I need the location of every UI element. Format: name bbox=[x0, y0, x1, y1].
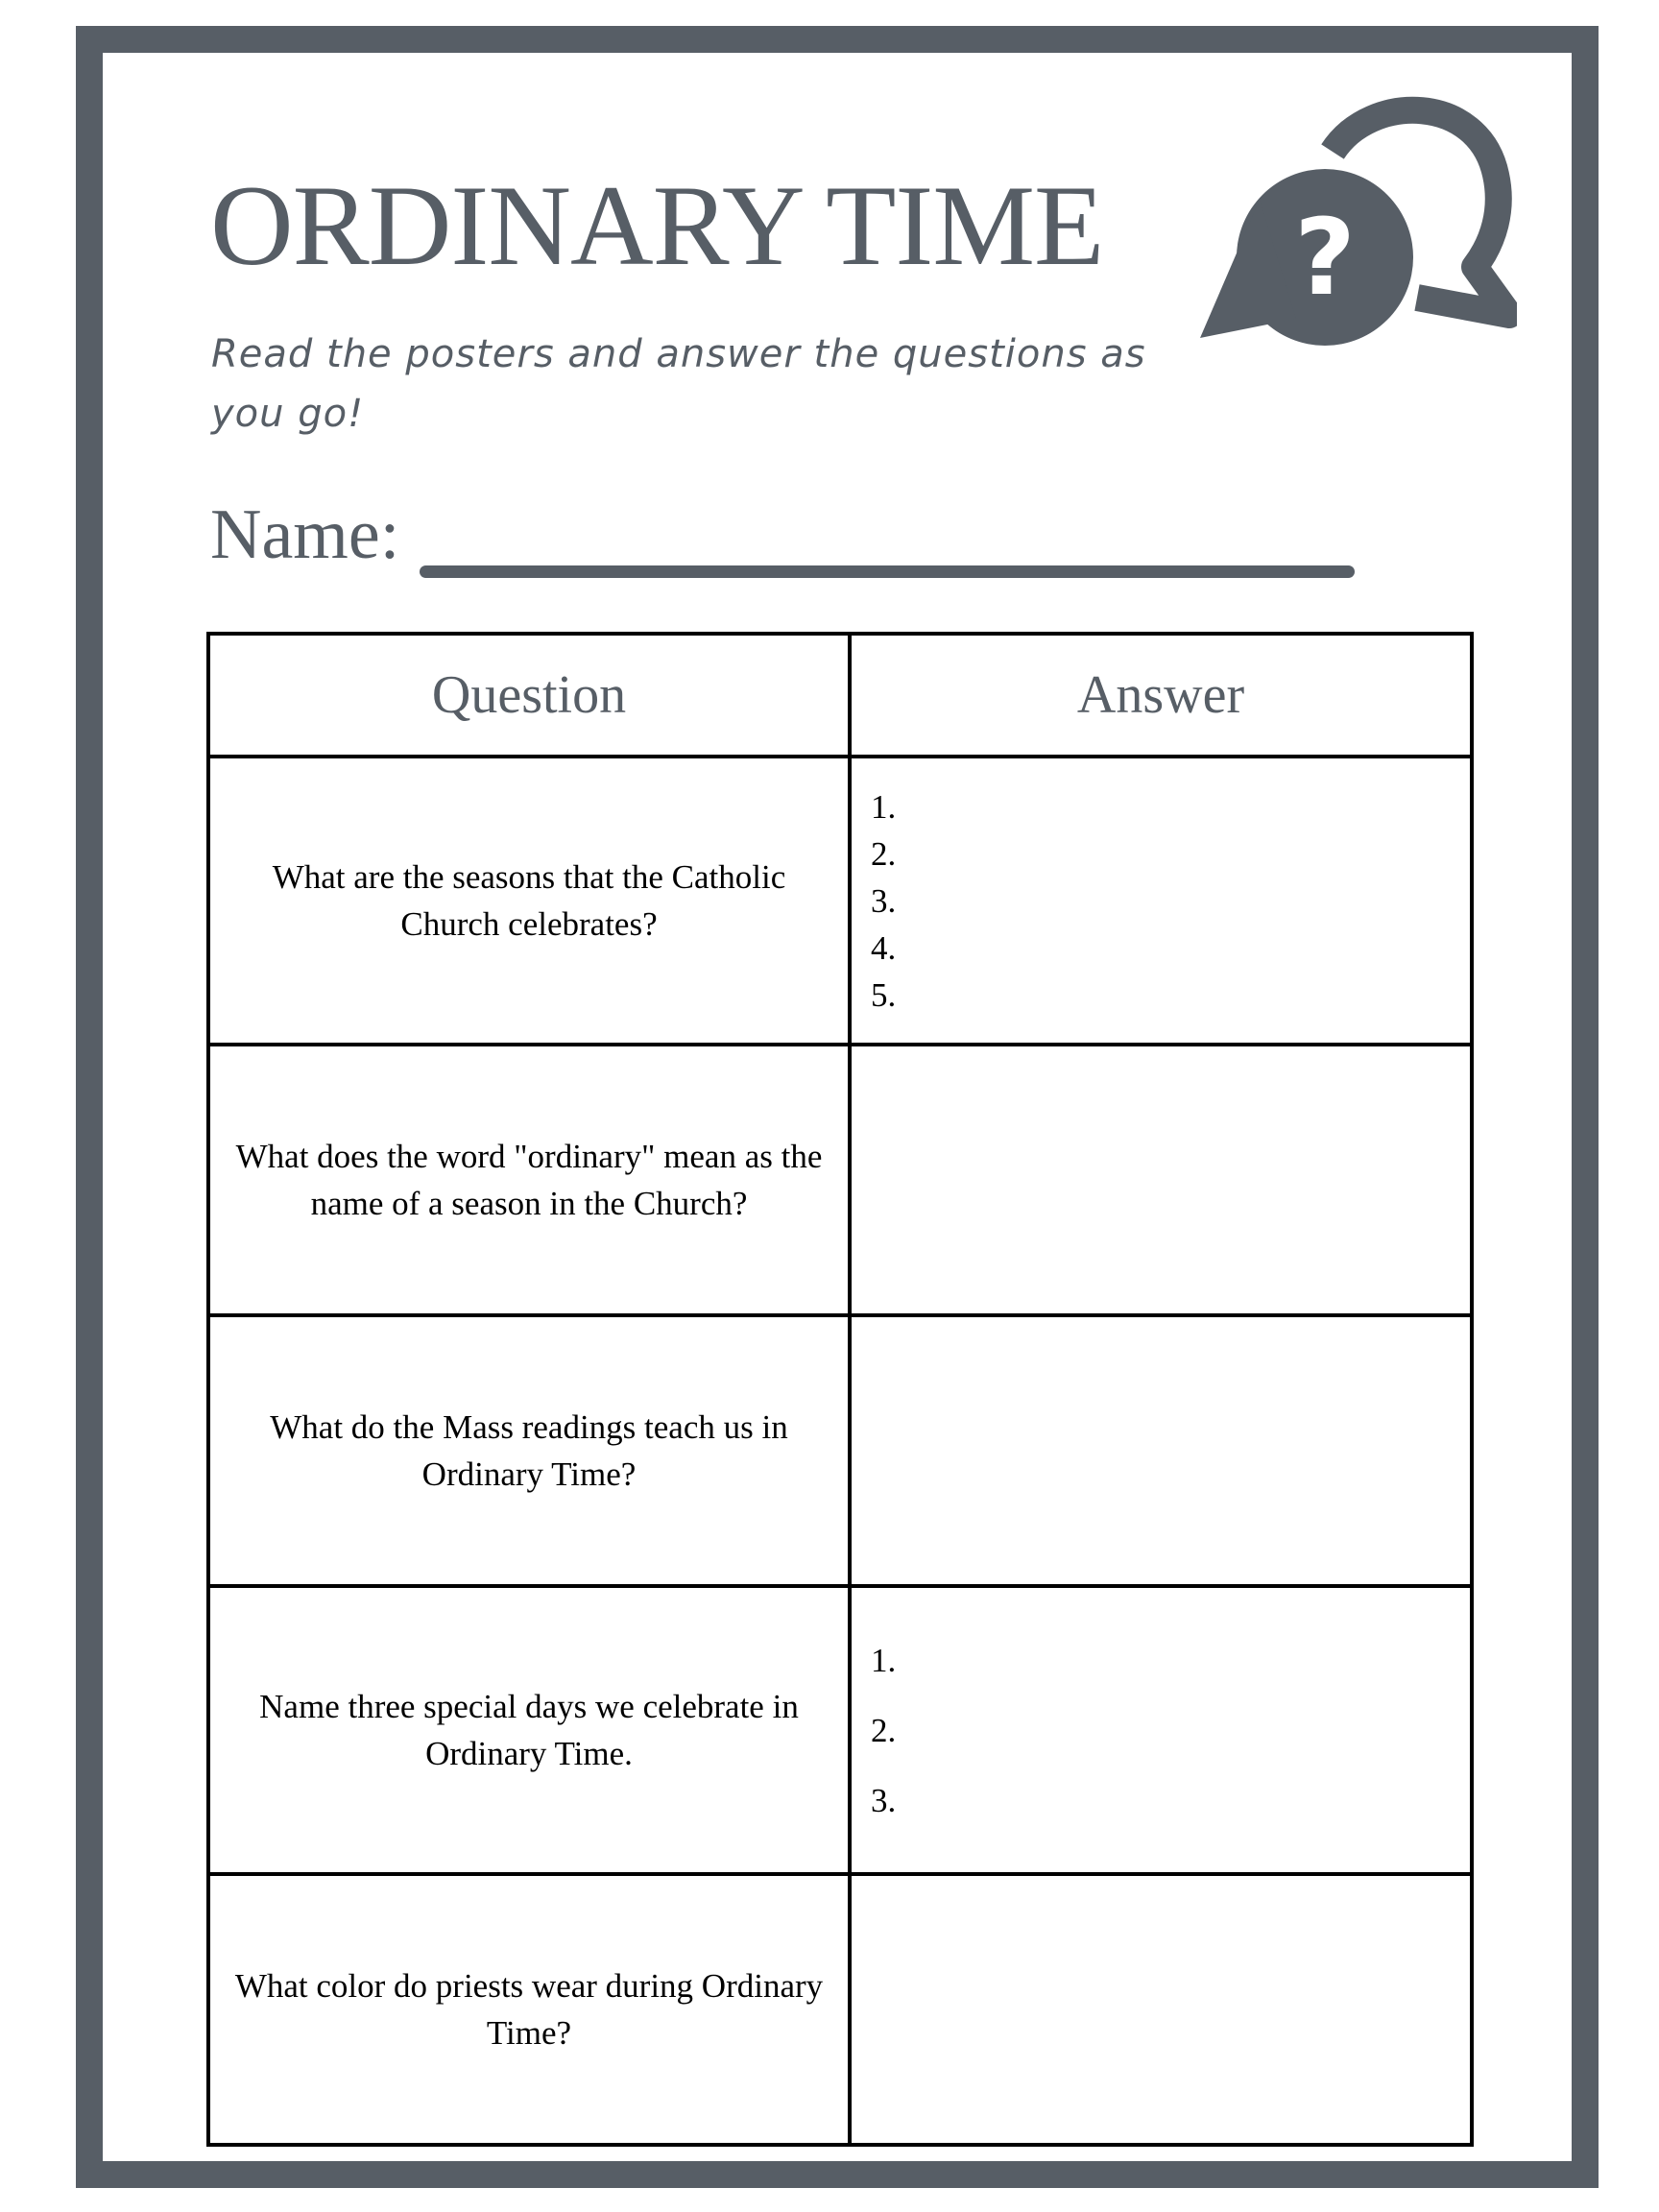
instructions-text: Read the posters and answer the questions as you go! bbox=[211, 332, 1146, 436]
answer-cell[interactable] bbox=[850, 1315, 1472, 1586]
answer-number: 3. bbox=[871, 1781, 897, 1819]
column-header-answer: Answer bbox=[850, 634, 1472, 757]
question-cell: What color do priests wear during Ordinary Time? bbox=[208, 1874, 850, 2145]
question-cell: Name three special days we celebrate in Ordinary Time. bbox=[208, 1586, 850, 1874]
answer-number: 3. bbox=[871, 881, 897, 920]
answer-number: 4. bbox=[871, 928, 897, 967]
table-row bbox=[208, 1045, 1472, 1315]
table-row bbox=[208, 757, 1472, 1045]
column-header-question: Question bbox=[208, 634, 850, 757]
answer-number: 1. bbox=[871, 1641, 897, 1679]
name-label: Name: bbox=[210, 495, 400, 574]
answer-number: 2. bbox=[871, 834, 897, 873]
answer-cell[interactable] bbox=[850, 1874, 1472, 2145]
question-cell: What does the word "ordinary" mean as the name of a season in the Church? bbox=[208, 1045, 850, 1315]
question-mark-glyph: ? bbox=[1294, 196, 1356, 319]
answer-number: 5. bbox=[871, 975, 897, 1014]
answer-cell[interactable] bbox=[850, 757, 1472, 1045]
answer-cell[interactable] bbox=[850, 1586, 1472, 1874]
question-answer-table bbox=[206, 632, 1474, 2147]
table-row bbox=[208, 1315, 1472, 1586]
answer-number: 1. bbox=[871, 787, 897, 826]
name-input-line[interactable] bbox=[420, 565, 1355, 578]
answer-number: 2. bbox=[871, 1711, 897, 1749]
question-speech-bubbles-icon bbox=[1190, 96, 1517, 355]
answer-cell[interactable] bbox=[850, 1045, 1472, 1315]
table-row bbox=[208, 1874, 1472, 2145]
question-cell: What do the Mass readings teach us in Ordinary Time? bbox=[208, 1315, 850, 1586]
table-row bbox=[208, 1586, 1472, 1874]
table-header-row bbox=[208, 634, 1472, 757]
worksheet-title: ORDINARY TIME bbox=[210, 161, 1104, 289]
question-cell: What are the seasons that the Catholic Church celebrates? bbox=[208, 757, 850, 1045]
